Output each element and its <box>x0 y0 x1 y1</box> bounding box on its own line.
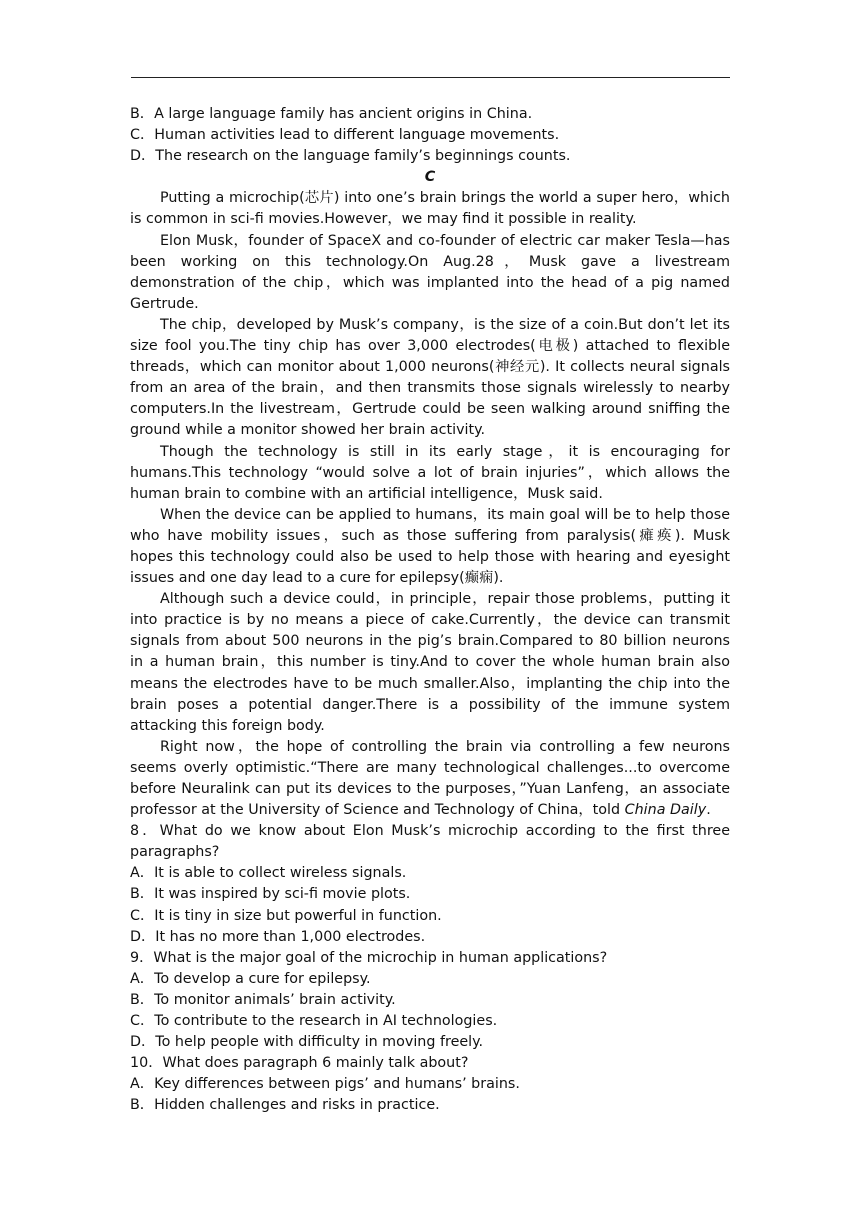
question-9-option-d: D．To help people with difficulty in moving freely. <box>130 1034 484 1051</box>
question-8-option-d: D．It has no more than 1,000 electrodes. <box>130 928 426 945</box>
section-heading: C <box>424 169 436 186</box>
paragraph-5 <box>130 505 730 589</box>
text-span: ) into one’s brain brings the world a super hero，which is common in sci-fi movies.However，we may find it possible in reality. <box>130 190 730 228</box>
text-span: Putting a microchip( <box>160 190 305 207</box>
text-span: Right now，the hope of controlling the brain via controlling a few neurons seems overly optimistic.“There are many technological challenges...to overcome before Neuralink can put its devices to the purposes，”Yuan Lanfeng，an associate professor at the University of Science and Technology of China，told <box>130 738 730 819</box>
question-10-option-a: A．Key differences between pigs’ and humans’ brains. <box>130 1076 520 1093</box>
question-8-stem: 8．What do we know about Elon Musk’s microchip according to the first three paragraphs? <box>130 823 730 861</box>
text-span: ). <box>493 570 504 587</box>
paragraph-2: Elon Musk，founder of SpaceX and co-founder of electric car maker Tesla—has been working on this technology.On Aug.28，Musk gave a livestream demonstration of the chip，which was implanted into the head of a pig named Gertrude. <box>130 232 730 312</box>
question-9-option-c: C．To contribute to the research in AI technologies. <box>130 1013 498 1030</box>
text-span: The chip，developed by Musk’s company，is the size of a coin.But don’t let its size fool you.The tiny chip has over 3,000 electrodes( <box>130 316 730 355</box>
chinese-gloss: 癫痫 <box>464 570 494 587</box>
chinese-gloss: 瘫痪 <box>636 527 675 544</box>
question-9-stem: 9．What is the major goal of the microchip in human applications? <box>130 949 608 966</box>
option-line: B．A large language family has ancient origins in China. <box>130 106 533 122</box>
paragraph-6: Although such a device could，in principle，repair those problems，putting it into practice is by no means a piece of cake.Currently，the device can transmit signals from about 500 neurons in the pig’s brain.Compared to 80 billion neurons in a human brain，this number is tiny.And to cover the whole human brain also means the electrodes have to be much smaller.Also，implanting the chip into the brain poses a potential danger.There is a possibility of the immune system attacking this foreign body. <box>130 591 730 734</box>
text-span: ) attached to flexible threads，which can monitor about 1,000 neurons( <box>130 338 731 376</box>
text-span: ). It collects neural signals from an area of the brain，and then transmits those signals wirelessly to nearby computers.In the livestream，Gertrude could be seen walking around sniffing the ground while a monitor showed her brain activity. <box>130 359 731 439</box>
question-9-option-b: B．To monitor animals’ brain activity. <box>130 991 396 1008</box>
question-8-option-a: A．It is able to collect wireless signals. <box>130 865 407 882</box>
header-rule <box>131 77 730 78</box>
question-10-stem: 10．What does paragraph 6 mainly talk about? <box>130 1055 469 1072</box>
question-8-option-c: C．It is tiny in size but powerful in function. <box>130 907 442 924</box>
text-span: . <box>706 802 711 819</box>
option-line: D．The research on the language family’s beginnings counts. <box>130 148 571 165</box>
newspaper-title: China Daily <box>624 802 707 819</box>
question-10-option-b: B．Hidden challenges and risks in practice. <box>130 1097 440 1114</box>
document-body <box>130 104 730 1117</box>
paragraph-3 <box>130 315 730 442</box>
question-9-option-a: A．To develop a cure for epilepsy. <box>130 970 371 987</box>
text-span: When the device can be applied to humans，its main goal will be to help those who have mobility issues，such as those suffering from paralysis( <box>130 506 730 544</box>
chinese-gloss: 电极 <box>535 338 573 355</box>
paragraph-4: Though the technology is still in its early stage，it is encouraging for humans.This technology “would solve a lot of brain injuries”，which allows the human brain to combine with an artificial intelligence，Musk said. <box>130 443 730 502</box>
question-8-option-b: B．It was inspired by sci-fi movie plots. <box>130 886 411 903</box>
text-span: ). Musk hopes this technology could also be used to help those with hearing and eyesight issues and one day lead to a cure for epilepsy( <box>130 527 730 587</box>
paragraph-7 <box>130 737 730 821</box>
chinese-gloss: 芯片 <box>304 190 334 207</box>
paragraph-1 <box>130 188 730 230</box>
option-line: C．Human activities lead to different language movements. <box>130 127 560 144</box>
chinese-gloss: 神经元 <box>494 359 540 376</box>
